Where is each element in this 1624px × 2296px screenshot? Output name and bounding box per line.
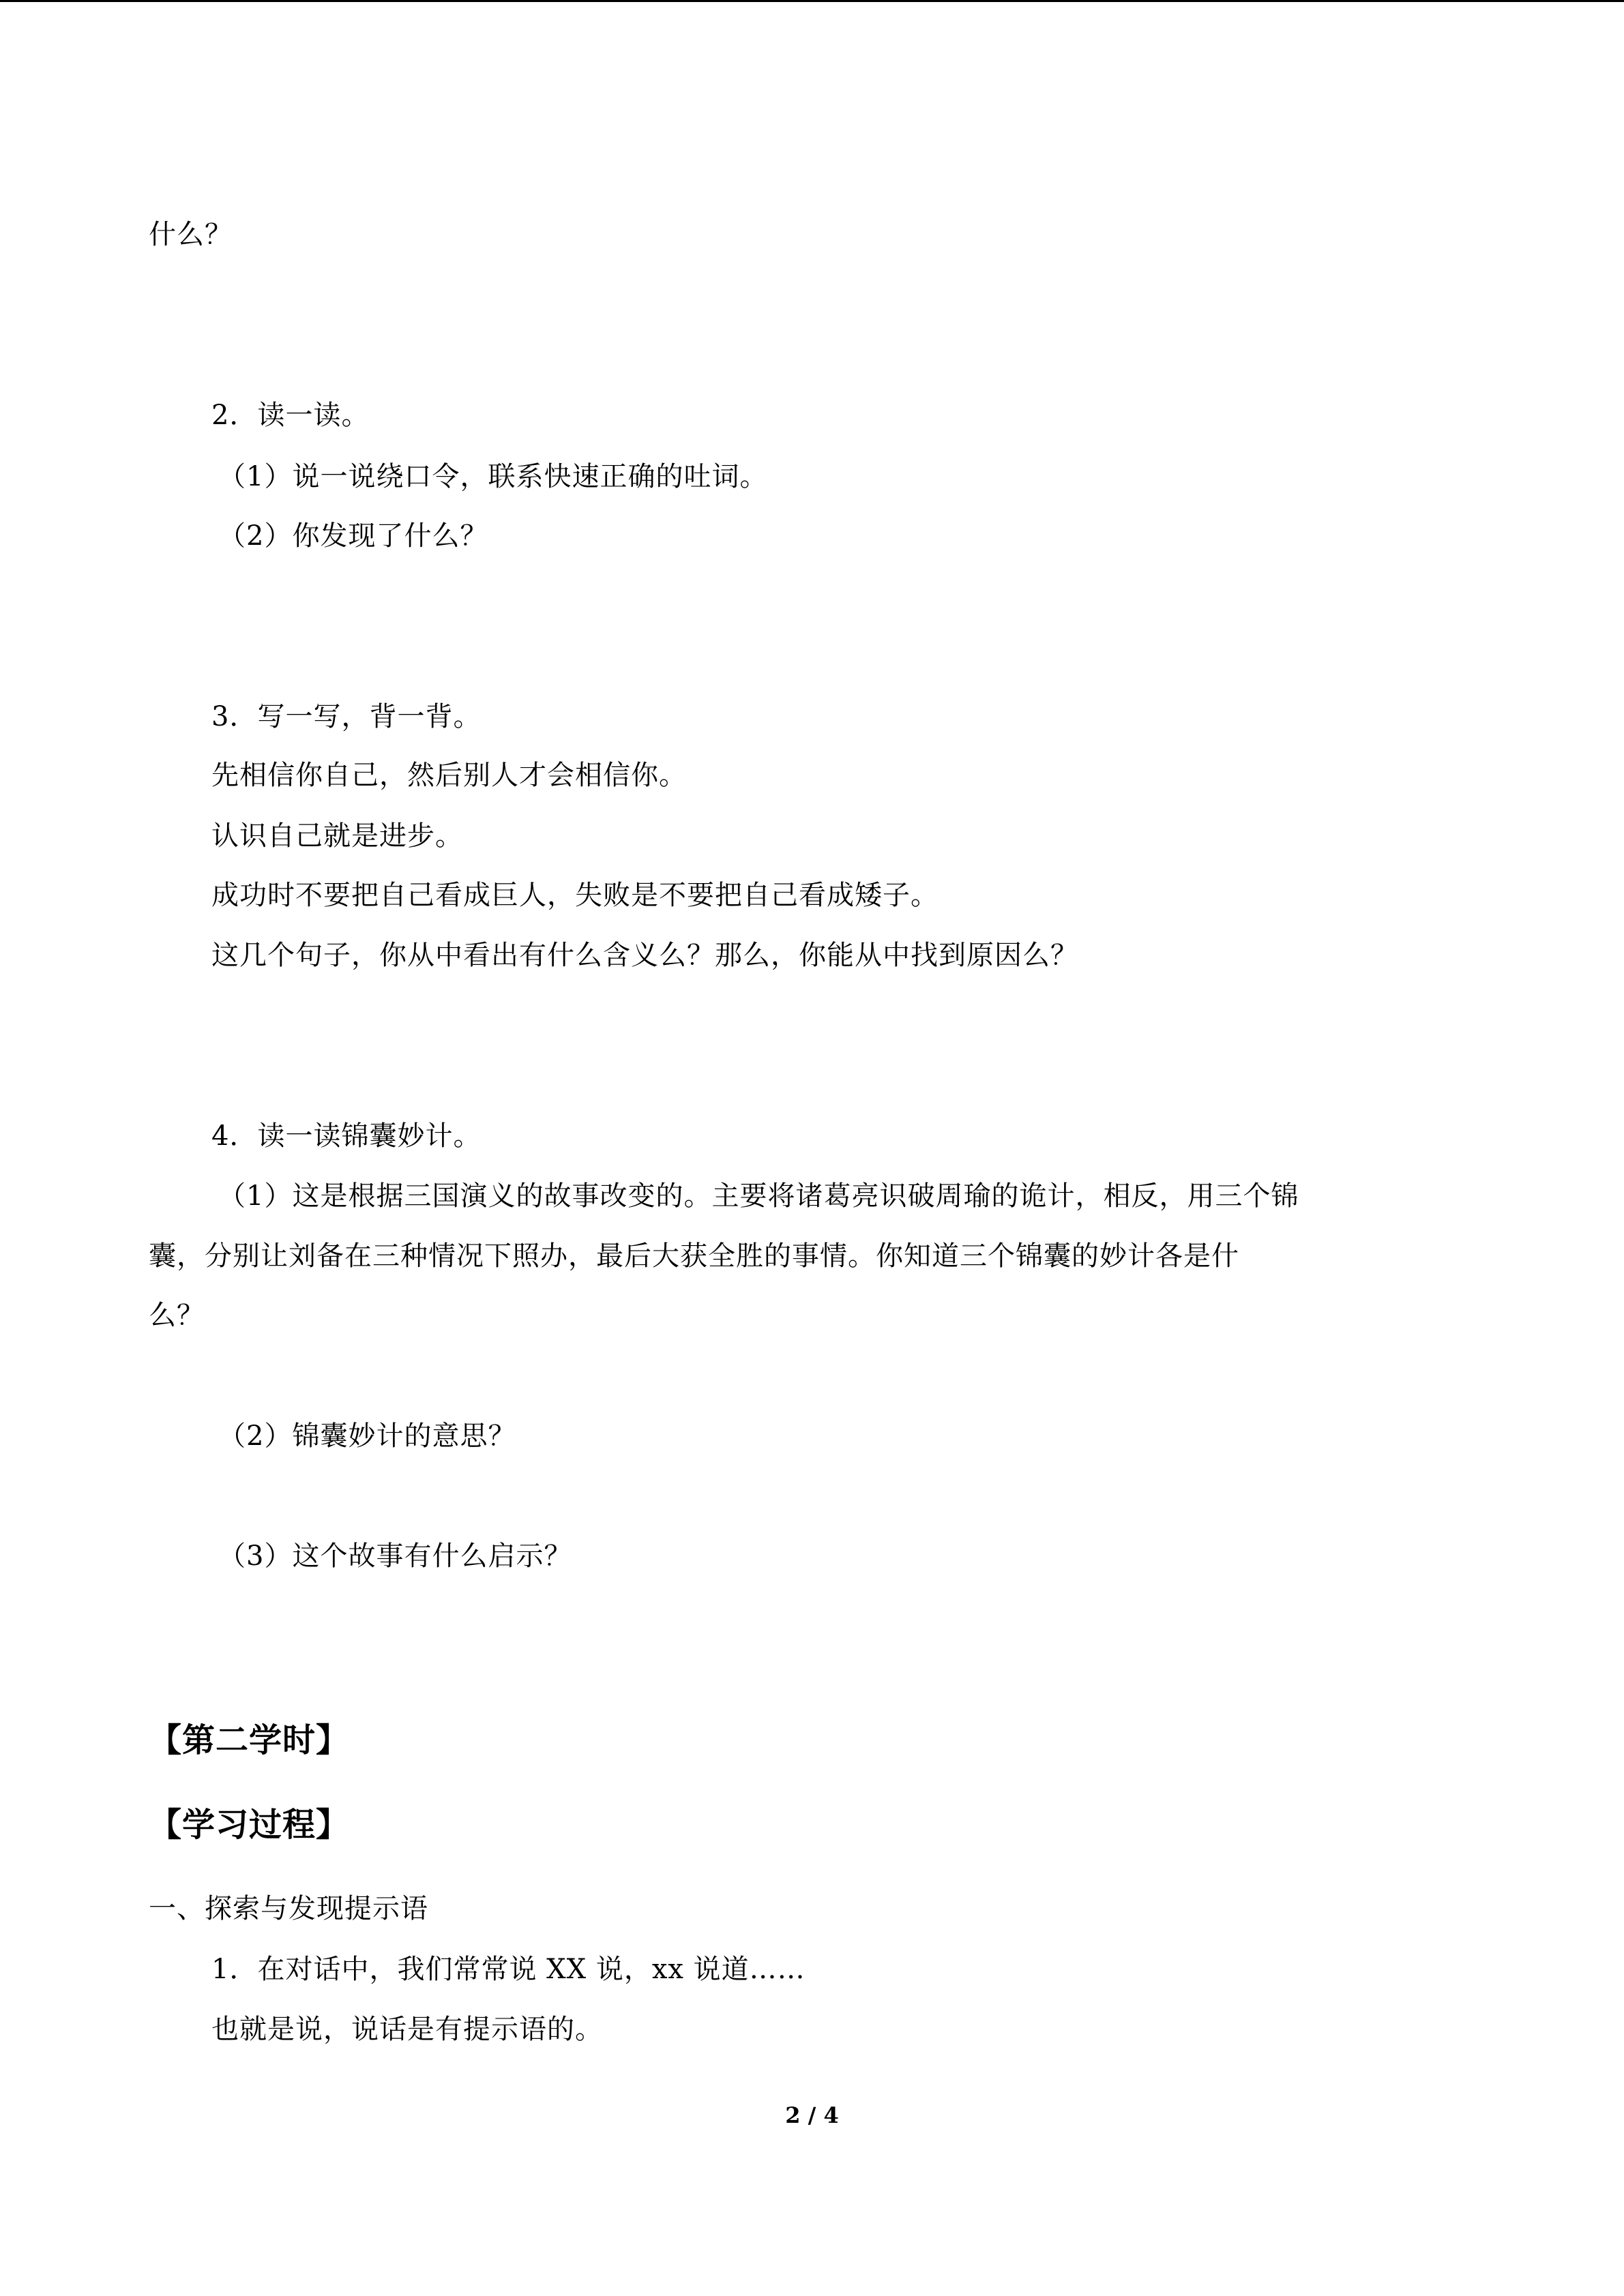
text-line: （3）这个故事有什么启示？ xyxy=(218,1540,572,1572)
section-heading-learning-process: 【学习过程】 xyxy=(149,1806,350,1844)
text-line: 什么？ xyxy=(149,219,233,250)
text-line: 么？ xyxy=(149,1300,205,1331)
text-line: 成功时不要把自己看成巨人，失败是不要把自己看成矮子。 xyxy=(211,880,939,911)
subsection-heading: 一、探索与发现提示语 xyxy=(149,1893,428,1924)
section-heading-second-lesson: 【第二学时】 xyxy=(149,1721,350,1759)
text-line: 囊，分别让刘备在三种情况下照办，最后大获全胜的事情。你知道三个锦囊的妙计各是什 xyxy=(149,1240,1239,1272)
text-line: （2）锦囊妙计的意思？ xyxy=(218,1420,516,1452)
text-line: （1）说一说绕口令，联系快速正确的吐词。 xyxy=(218,461,768,492)
text-line: 这几个句子，你从中看出有什么含义么？那么，你能从中找到原因么？ xyxy=(211,940,1078,971)
text-line: 认识自己就是进步。 xyxy=(211,820,463,852)
text-line: （1）这是根据三国演义的故事改变的。主要将诸葛亮识破周瑜的诡计，相反，用三个锦 xyxy=(218,1180,1299,1212)
top-rule xyxy=(0,0,1624,2)
item-heading-2: 2．读一读。 xyxy=(211,400,370,431)
text-line: （2）你发现了什么？ xyxy=(218,520,488,552)
text-line: 也就是说，说话是有提示语的。 xyxy=(211,2014,603,2045)
page-number: 2 / 4 xyxy=(785,2102,839,2128)
text-line: 先相信你自己，然后别人才会相信你。 xyxy=(211,760,687,791)
item-heading-4: 4．读一读锦囊妙计。 xyxy=(211,1120,482,1152)
item-heading-3: 3．写一写，背一背。 xyxy=(211,701,482,732)
text-line: 1．在对话中，我们常常说 XX 说，xx 说道…… xyxy=(211,1954,806,1985)
